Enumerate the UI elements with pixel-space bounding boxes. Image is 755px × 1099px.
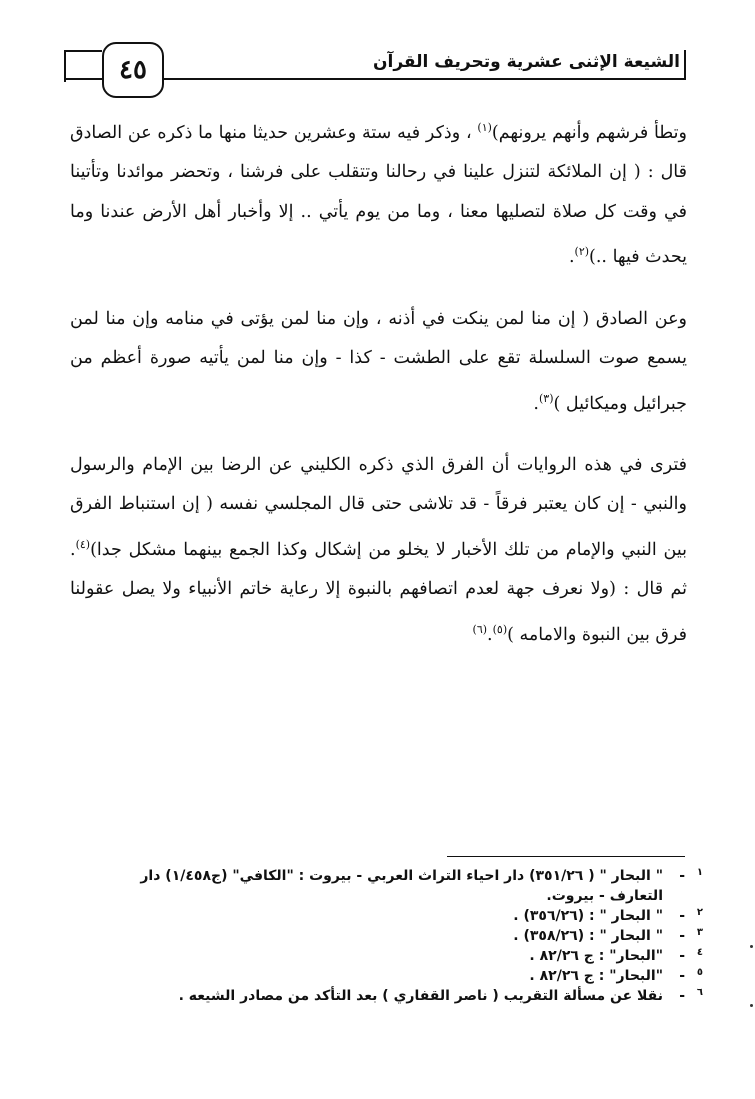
text-run: ، وذكر فيه ستة وعشرين حديثا منها ما ذكره عن الصادق قال : ( إن الملائكة لتنزل علينا في رحالنا وتتقلب على فرشنا ، وتحضر موائدنا وتأتينا في وقت كل صلاة لتصليها معنا ، وما من يوم يأتي .. إلا وأخبار أهل الأرض عندنا وما يحدث فيها ..) (70, 122, 687, 268)
footnote-text: " البحار " : (٣٥٦/٢٦) . (513, 908, 663, 924)
text-run: . (568, 247, 575, 268)
footnote-marker: (٦) (472, 622, 488, 636)
footnote (110, 906, 703, 926)
footnote-number: ١ (696, 867, 703, 878)
footnote-dash: - (679, 948, 685, 964)
page-number: ٤٥ (102, 42, 164, 98)
footnote-marker: (١) (477, 121, 492, 134)
footnote-number: ٢ (696, 907, 703, 918)
paragraph (70, 446, 687, 655)
footnote-dash: - (679, 868, 685, 884)
scan-mark (750, 945, 753, 948)
text-run: وتطأ فرشهم وأنهم يرونهم) (491, 122, 687, 143)
footnote-marker: (٥) (492, 622, 508, 636)
footnotes (110, 866, 703, 1006)
footnote (110, 926, 703, 946)
footnote-number: ٣ (696, 927, 703, 938)
footnote (110, 866, 703, 906)
footnote-dash: - (679, 928, 685, 944)
text-run: . (533, 393, 539, 414)
scan-mark (750, 1004, 753, 1007)
footnote-text: " البحار " ( ٣٥١/٢٦) دار احياء التراث العربي - بيروت : "الكافي" (ج١/٤٥٨) دار التعارف - بيروت. (140, 868, 663, 904)
footnote-dash: - (679, 988, 685, 1004)
footnote-number: ٦ (696, 987, 703, 998)
page-header (64, 42, 684, 86)
footnote-number: ٤ (696, 947, 703, 958)
footnote-number: ٥ (696, 967, 703, 978)
running-title: الشيعة الإثنى عشرية وتحريف القرآن (373, 52, 680, 72)
body-text (70, 108, 687, 677)
footnote-dash: - (679, 908, 685, 924)
footnote-text: نقلا عن مسألة التقريب ( ناصر القفاري ) بعد التأكد من مصادر الشيعه . (178, 988, 663, 1004)
footnote-text: "البحار" : ج ٨٢/٢٦ . (529, 968, 663, 984)
text-run: . ثم قال : (ولا نعرف جهة لعدم اتصافهم بالنبوة إلا رعاية خاتم الأنبياء ولا يصل عقولنا فرق بين النبوة والامامه ) (70, 539, 687, 645)
footnote (110, 946, 703, 966)
footnote-text: "البحار" : ج ٨٢/٢٦ . (529, 948, 663, 964)
footnote-marker: (٤) (75, 537, 91, 551)
footnote (110, 986, 703, 1006)
footnote (110, 966, 703, 986)
paragraph (70, 300, 687, 424)
text-run: . (487, 624, 493, 645)
header-frame-right (684, 50, 686, 80)
footnote-marker: (٢) (574, 245, 590, 259)
footnote-text: " البحار " : (٣٥٨/٢٦) . (513, 928, 663, 944)
footnote-dash: - (679, 968, 685, 984)
paragraph (70, 108, 687, 278)
footnote-separator (447, 856, 685, 857)
text-run: وعن الصادق ( إن منا لمن ينكت في أذنه ، وإن منا لمن يؤتى في منامه وإن منا لمن يسمع صوت السلسلة تقع على الطشت - كذا - وإن منا لمن يأتيه صورة أعظم من جبرائيل وميكائيل ) (70, 308, 687, 414)
footnote-marker: (٣) (539, 391, 554, 405)
text-run: فترى في هذه الروايات أن الفرق الذي ذكره الكليني عن الرضا بين الإمام والرسول والنبي - إن كان يعتبر فرقاً - قد تلاشى حتى قال المجلسي نفسه ( إن استنباط الفرق بين النبي والإمام من تلك الأخبار لا يخلو من إشكال وكذا الجمع بينهما مشكل جدا) (70, 454, 687, 560)
